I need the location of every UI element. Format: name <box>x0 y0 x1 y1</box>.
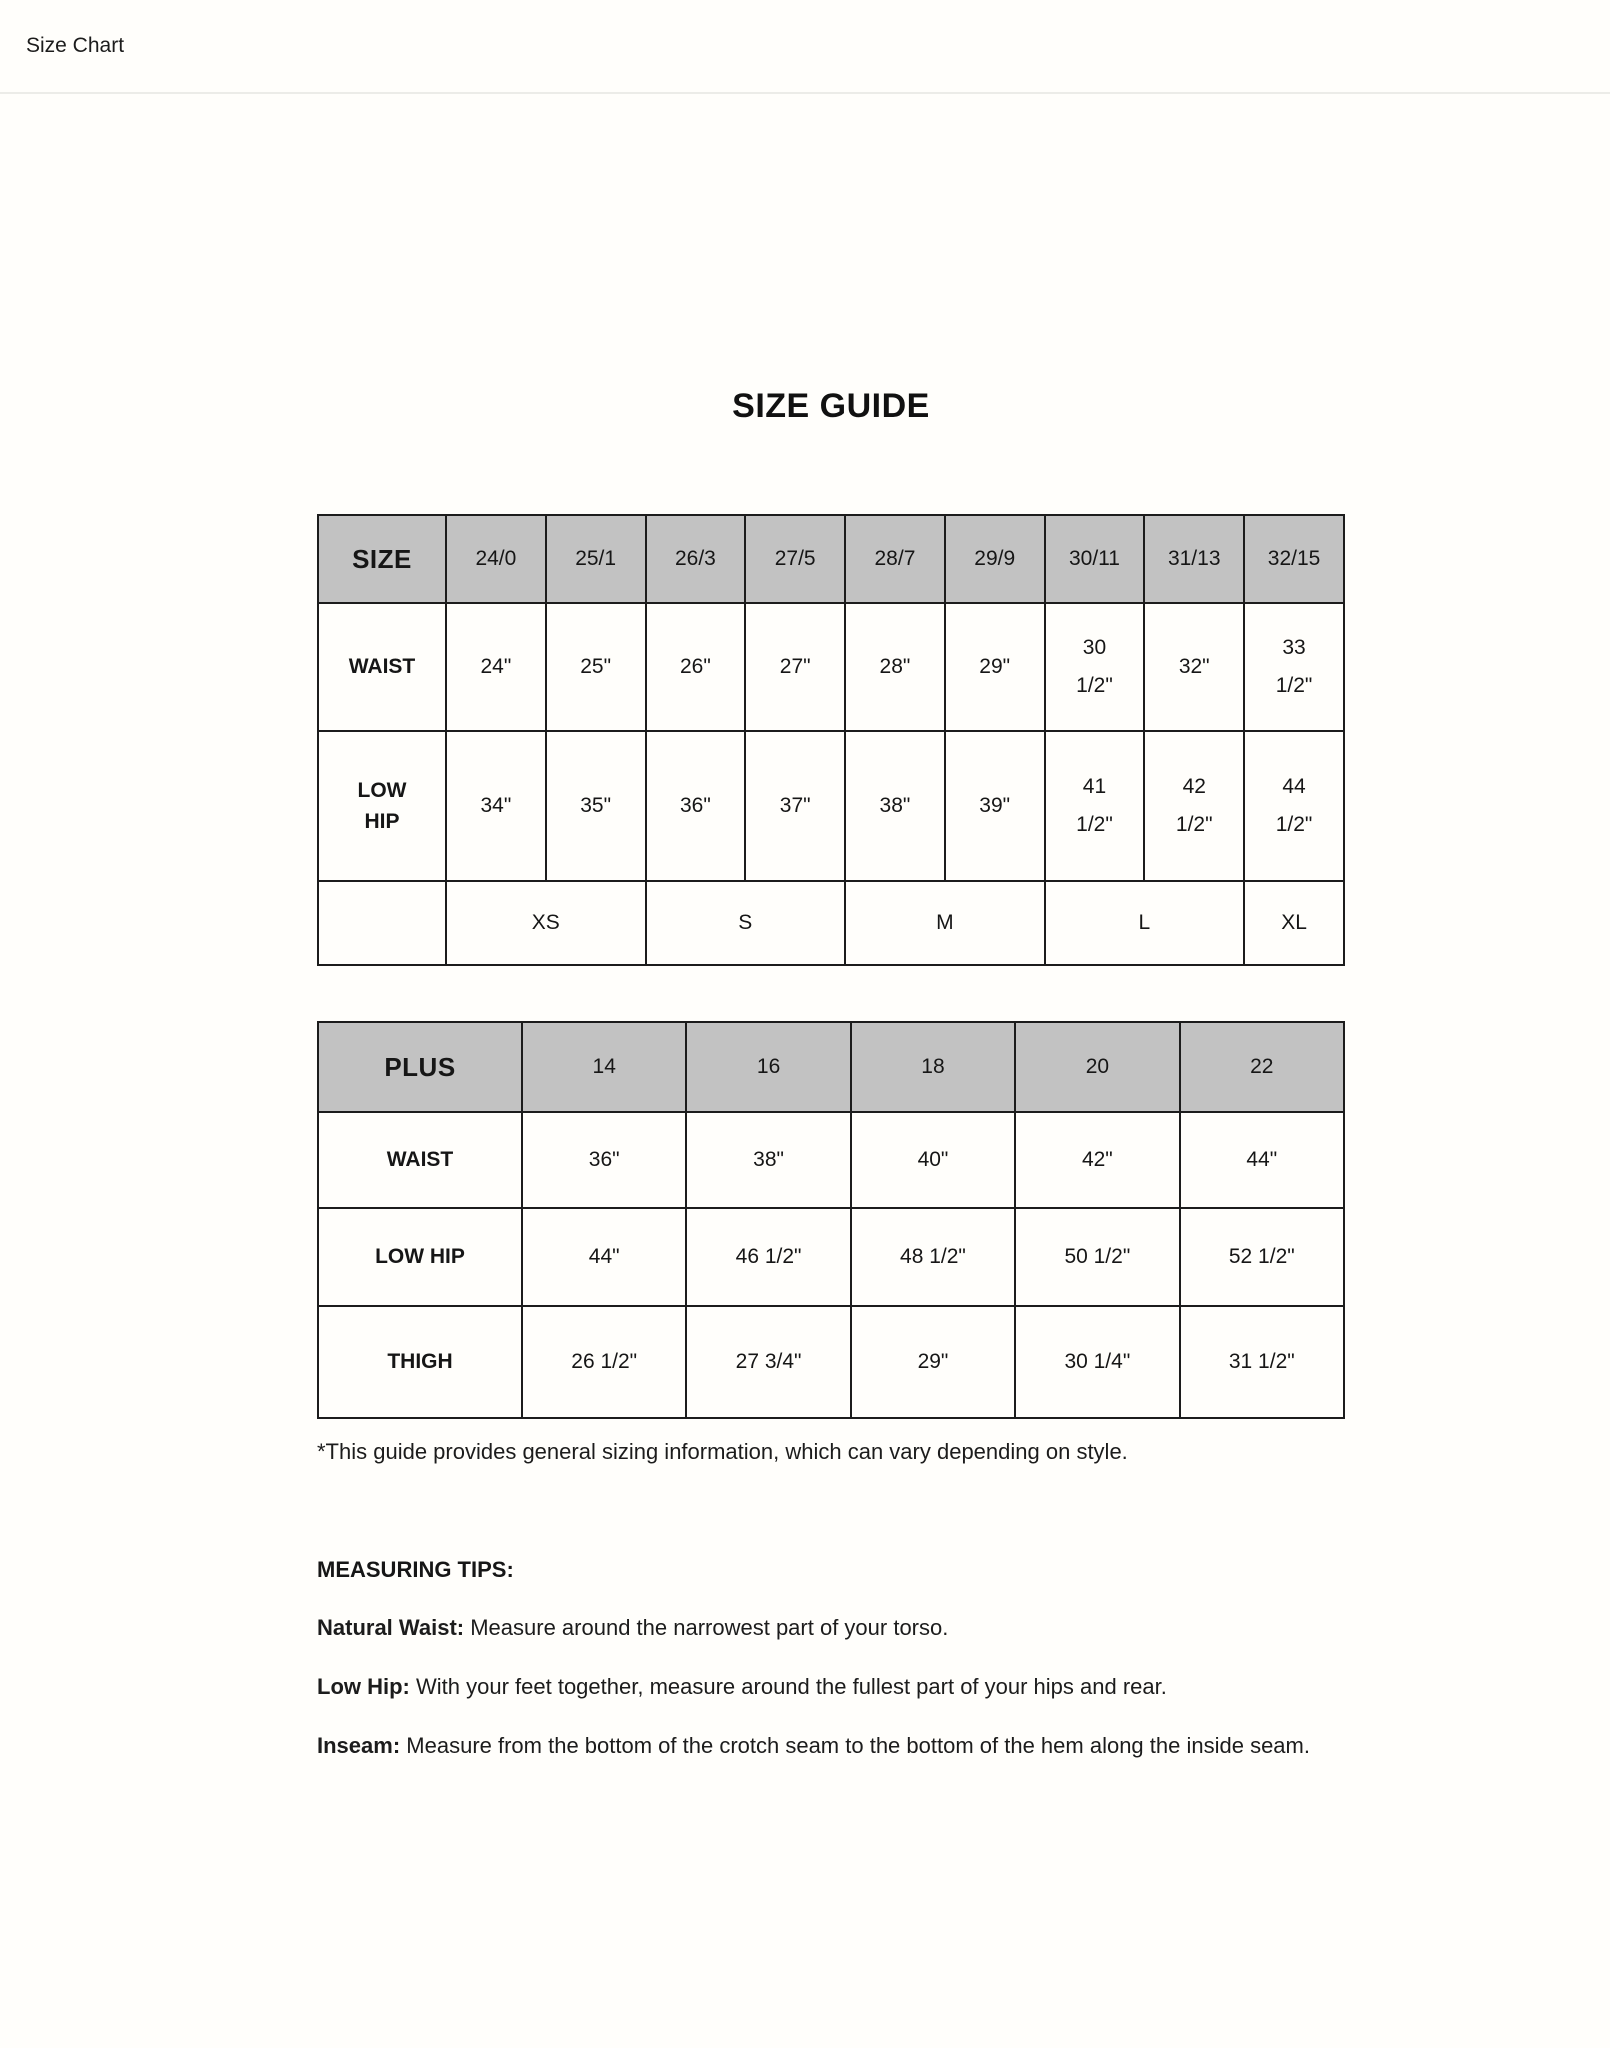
waist-value: 25" <box>546 603 646 731</box>
regular-size-table <box>317 514 1345 966</box>
size-column-header: 25/1 <box>546 515 646 603</box>
plus-size-column-header: 22 <box>1180 1022 1344 1112</box>
plus-size-column-header: 20 <box>1015 1022 1179 1112</box>
table-row <box>318 1112 1344 1208</box>
tip-low-hip-text: With your feet together, measure around the fullest part of your hips and rear. <box>416 1674 1167 1700</box>
size-column-header: 29/9 <box>945 515 1045 603</box>
tip-natural-waist <box>317 1610 1345 1645</box>
waist-value: 32" <box>1144 603 1244 731</box>
table-row <box>318 515 1344 603</box>
plus-low-hip-value: 46 1/2" <box>686 1208 850 1306</box>
waist-value: 27" <box>745 603 845 731</box>
row-label-waist: WAIST <box>318 603 446 731</box>
plus-low-hip-value: 50 1/2" <box>1015 1208 1179 1306</box>
low-hip-value: 41 1/2" <box>1045 731 1145 881</box>
plus-table-corner-label: PLUS <box>318 1022 522 1112</box>
size-column-header: 27/5 <box>745 515 845 603</box>
waist-value: 28" <box>845 603 945 731</box>
size-table-corner-label: SIZE <box>318 515 446 603</box>
waist-value: 29" <box>945 603 1045 731</box>
row-label-thigh: THIGH <box>318 1306 522 1418</box>
plus-low-hip-value: 52 1/2" <box>1180 1208 1344 1306</box>
waist-value: 24" <box>446 603 546 731</box>
row-label-waist: WAIST <box>318 1112 522 1208</box>
letter-size-xs: XS <box>446 881 646 965</box>
waist-value: 33 1/2" <box>1244 603 1344 731</box>
waist-value: 26" <box>646 603 746 731</box>
plus-thigh-value: 27 3/4" <box>686 1306 850 1418</box>
plus-thigh-value: 26 1/2" <box>522 1306 686 1418</box>
table-row <box>318 1306 1344 1418</box>
plus-low-hip-value: 44" <box>522 1208 686 1306</box>
tip-natural-waist-label: Natural Waist: <box>317 1615 465 1641</box>
measuring-tips-heading: MEASURING TIPS: <box>317 1557 514 1583</box>
tip-inseam-label: Inseam: <box>317 1733 401 1759</box>
tip-inseam <box>317 1728 1345 1763</box>
letter-size-empty-cell <box>318 881 446 965</box>
table-row <box>318 1208 1344 1306</box>
tip-inseam-text: Measure from the bottom of the crotch seam to the bottom of the hem along the inside seam. <box>406 1733 1310 1759</box>
table-row <box>318 881 1344 965</box>
plus-thigh-value: 31 1/2" <box>1180 1306 1344 1418</box>
low-hip-value: 38" <box>845 731 945 881</box>
plus-waist-value: 38" <box>686 1112 850 1208</box>
page-title: Size Chart <box>26 34 125 57</box>
size-guide-content <box>317 386 1345 1764</box>
size-column-header: 31/13 <box>1144 515 1244 603</box>
low-hip-value: 35" <box>546 731 646 881</box>
size-column-header: 24/0 <box>446 515 546 603</box>
low-hip-value: 34" <box>446 731 546 881</box>
size-column-header: 28/7 <box>845 515 945 603</box>
letter-size-xl: XL <box>1244 881 1344 965</box>
low-hip-value: 37" <box>745 731 845 881</box>
measuring-tips-section <box>317 1553 1345 1764</box>
plus-waist-value: 40" <box>851 1112 1015 1208</box>
plus-waist-value: 36" <box>522 1112 686 1208</box>
tip-low-hip-label: Low Hip: <box>317 1674 410 1700</box>
low-hip-value: 36" <box>646 731 746 881</box>
low-hip-value: 39" <box>945 731 1045 881</box>
size-guide-title: SIZE GUIDE <box>732 387 930 425</box>
plus-waist-value: 44" <box>1180 1112 1344 1208</box>
low-hip-value: 42 1/2" <box>1144 731 1244 881</box>
plus-size-table <box>317 1021 1345 1419</box>
letter-size-m: M <box>845 881 1045 965</box>
row-label-low-hip: LOW HIP <box>318 1208 522 1306</box>
size-column-header: 30/11 <box>1045 515 1145 603</box>
plus-size-column-header: 16 <box>686 1022 850 1112</box>
plus-waist-value: 42" <box>1015 1112 1179 1208</box>
size-column-header: 26/3 <box>646 515 746 603</box>
tip-natural-waist-text: Measure around the narrowest part of your torso. <box>470 1615 949 1641</box>
table-row <box>318 731 1344 881</box>
plus-thigh-value: 29" <box>851 1306 1015 1418</box>
size-column-header: 32/15 <box>1244 515 1344 603</box>
row-label-low-hip: LOW HIP <box>318 731 446 881</box>
low-hip-value: 44 1/2" <box>1244 731 1344 881</box>
waist-value: 30 1/2" <box>1045 603 1145 731</box>
tip-low-hip <box>317 1669 1345 1704</box>
plus-thigh-value: 30 1/4" <box>1015 1306 1179 1418</box>
plus-size-column-header: 18 <box>851 1022 1015 1112</box>
page-header <box>0 0 1610 94</box>
letter-size-s: S <box>646 881 846 965</box>
plus-low-hip-value: 48 1/2" <box>851 1208 1015 1306</box>
table-row <box>318 1022 1344 1112</box>
table-row <box>318 603 1344 731</box>
letter-size-l: L <box>1045 881 1245 965</box>
sizing-footnote: *This guide provides general sizing information, which can vary depending on style. <box>317 1439 1128 1464</box>
plus-size-column-header: 14 <box>522 1022 686 1112</box>
